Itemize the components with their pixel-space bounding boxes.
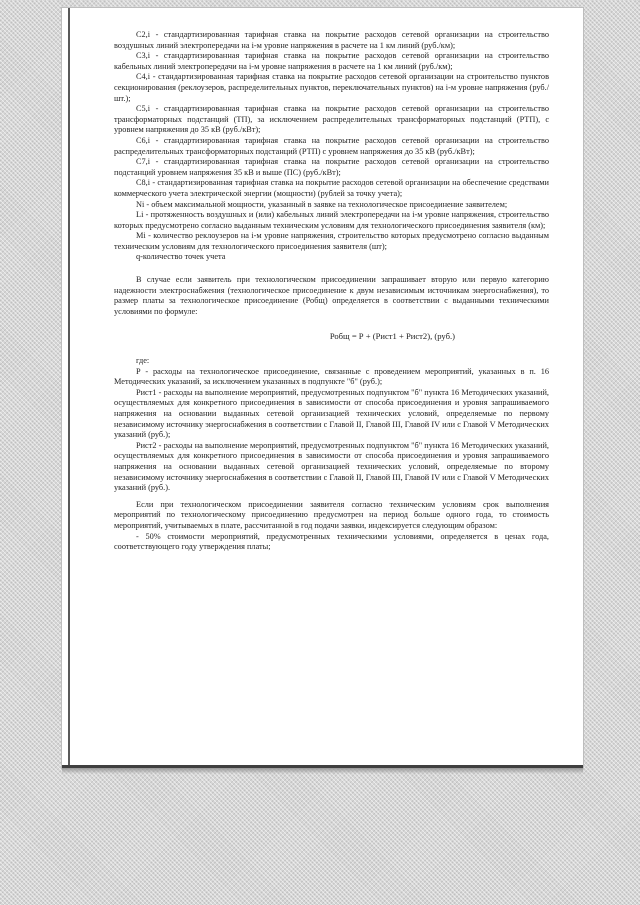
- indexation-item-50-percent: - 50% стоимости мероприятий, предусмотренных техническими условиями, определяется в ценах года, соответствующего году утверждения платы;: [114, 531, 549, 552]
- variable-m-definition: Mi - количество реклоузеров на i-м уровне напряжения, строительство которых предусмотрено согласно выданным техническим условиям для технологического присоединения заявителя (шт);: [114, 231, 549, 251]
- page-left-border: [68, 8, 70, 768]
- definition-rist2: Рист2 - расходы на выполнение мероприятий, предусмотренных подпунктом "б" пункта 16 Методических указаний, осуществляемых для конкретного присоединения в зависимости от способа присоединения и уровня запрашиваемого напряжения на основании выданных сетевой организацией технических условий, определяемые по второму независимому источнику энергоснабжения в соответствии с Главой II, Главой III, Главой IV или с Главой V Методических указаний (руб.).: [114, 440, 549, 493]
- variable-n-definition: Ni - объем максимальной мощности, указанный в заявке на технологическое присоединение заявителем;: [136, 199, 508, 209]
- rate-c2-definition: C2,i - стандартизированная тарифная ставка на покрытие расходов сетевой организации на строительство воздушных линий электропередачи на i-м уровне напряжения в расчете на 1 км линий (руб./км);: [114, 30, 549, 50]
- where-label: где:: [136, 356, 150, 366]
- variable-l-definition: Li - протяженность воздушных и (или) кабельных линий электропередачи на i-м уровне напряжения, строительство которых предусмотрено согласно выданным техническим условиям для технологического присоединения заявителя (км);: [114, 210, 549, 230]
- definition-p: Р - расходы на технологическое присоединение, связанные с проведением мероприятий, указанных в п. 16 Методических указаний, за исключением указанных в подпункте "б" (руб.);: [114, 366, 549, 387]
- page-bottom-shadow: [62, 768, 583, 774]
- definition-rist1: Рист1 - расходы на выполнение мероприятий, предусмотренных подпунктом "б" пункта 16 Методических указаний, осуществляемых для конкретного присоединения в зависимости от способа присоединения и уровня запрашиваемого напряжения на основании выданных сетевой организацией технических условий, определяемые по первому независимому источнику энергоснабжения в соответствии с Главой II, Главой III, Главой IV или с Главой V Методических указаний (руб.);: [114, 387, 549, 440]
- variable-q-definition: q-количество точек учета: [136, 252, 226, 262]
- rate-c8-definition: C8,i - стандартизированная тарифная ставка на покрытие расходов сетевой организации на обеспечение средствами коммерческого учета электрической энергии (мощности) (рублей за точку учета);: [114, 178, 549, 198]
- total-cost-formula: Робщ = Р + (Рист1 + Рист2), (руб.): [329, 331, 455, 342]
- rate-c4-definition: C4,i - стандартизированная тарифная ставка на покрытие расходов сетевой организации на строительство пунктов секционирования (реклоузеров, распределительных пунктов, переключательных пунктов) на i-м уровне напряжения (руб./шт.);: [114, 72, 549, 103]
- reliability-intro-paragraph: В случае если заявитель при технологическом присоединении запрашивает вторую или первую категорию надежности электроснабжения (технологическое присоединение к двум независимым источникам энергоснабжения), то размер платы за технологическое присоединение (Робщ) определяется в соответствии с выданными техническими условиями по формуле:: [114, 275, 549, 316]
- rate-c5-definition: C5,i - стандартизированная тарифная ставка на покрытие расходов сетевой организации на строительство трансформаторных подстанций (ТП), за исключением распределительных трансформаторных подстанций (РТП), с уровнем напряжения до 35 кВ (руб./кВт);: [114, 104, 549, 135]
- rate-c3-definition: C3,i - стандартизированная тарифная ставка на покрытие расходов сетевой организации на строительство кабельных линий электропередачи на i-м уровне напряжения в расчете на 1 км линий (руб./км);: [114, 51, 549, 71]
- rate-c7-definition: C7,i - стандартизированная тарифная ставка на покрытие расходов сетевой организации на строительство подстанций уровнем напряжения 35 кВ и выше (ПС) (руб./кВт);: [114, 157, 549, 177]
- document-body: [114, 30, 549, 553]
- rate-c6-definition: C6,i - стандартизированная тарифная ставка на покрытие расходов сетевой организации на строительство распределительных трансформаторных подстанций (РТП) с уровнем напряжения до 35 кВ (руб./кВт);: [114, 135, 549, 156]
- indexation-paragraph: Если при технологическом присоединении заявителя согласно техническим условиям срок выполнения мероприятий по технологическому присоединению предусмотрен на период больше одного года, то стоимость мероприятий, учитываемых в плате, рассчитанной в год подачи заявки, индексируется следующим образом:: [114, 499, 549, 530]
